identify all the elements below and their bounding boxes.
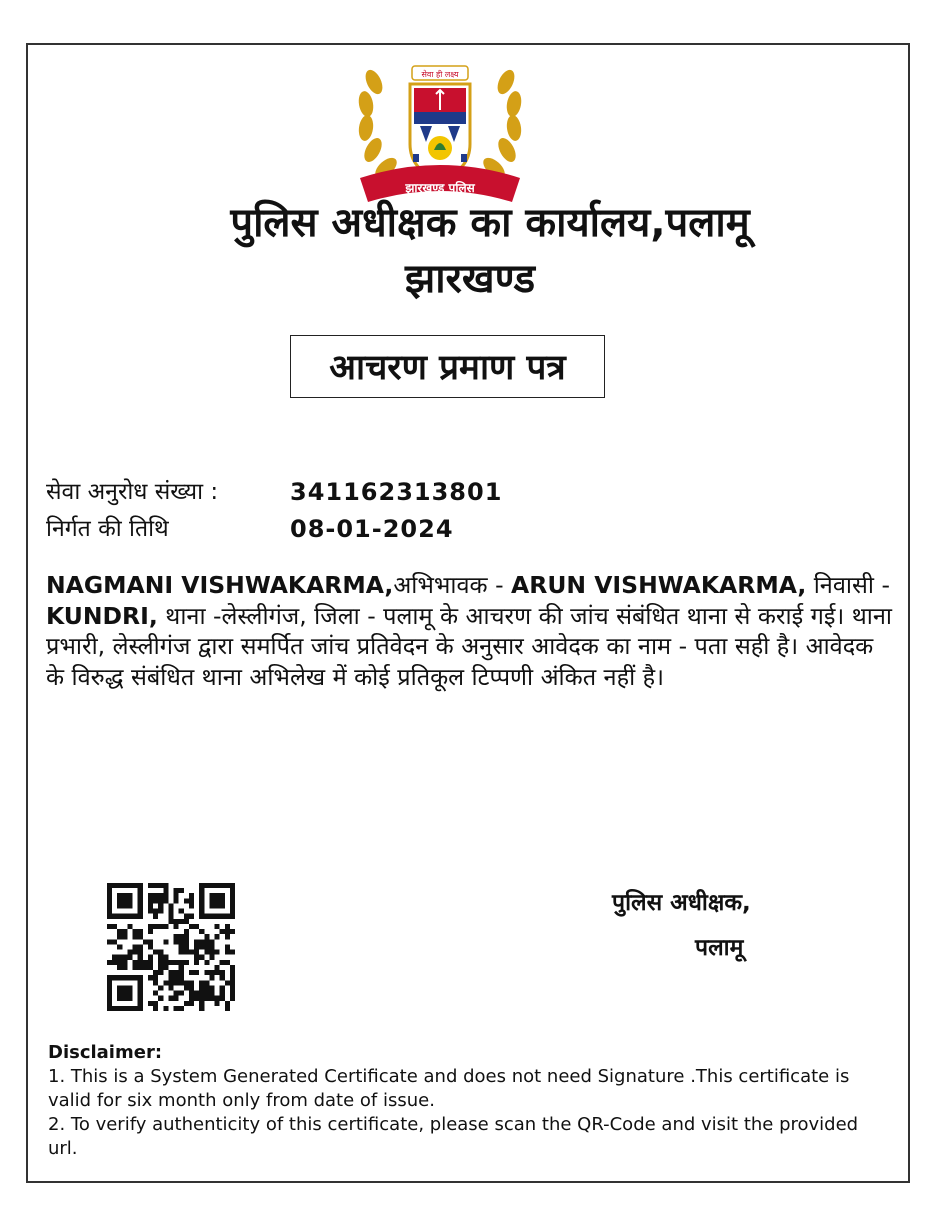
jharkhand-police-emblem (340, 52, 540, 214)
disclaimer (48, 1041, 888, 1161)
village-name: KUNDRI, (46, 601, 158, 630)
disclaimer-heading: Disclaimer: (48, 1042, 163, 1063)
emblem-motto: सेवा ही लक्ष्य (421, 70, 459, 79)
resident-label: निवासी - (806, 571, 890, 599)
guardian-label: अभिभावक - (393, 571, 512, 599)
disclaimer-line-2: 2. To verify authenticity of this certificate, please scan the QR-Code and visit the provided url. (48, 1114, 859, 1159)
request-number-value: 341162313801 (290, 478, 503, 506)
signatory-title: पुलिस अधीक्षक, (612, 890, 751, 916)
qr-code[interactable] (106, 883, 236, 1011)
guardian-name: ARUN VISHWAKARMA, (511, 571, 807, 599)
applicant-name: NAGMANI VISHWAKARMA, (46, 571, 394, 599)
emblem-banner: झारखण्ड पुलिस (405, 181, 475, 195)
issue-date-label: निर्गत की तिथि (46, 516, 169, 542)
signatory-place: पलामू (695, 935, 744, 961)
body-text: थाना -लेस्लीगंज, जिला - पलामू के आचरण की जांच संबंधित थाना से कराई गई। थाना प्रभारी, लेस्लीगंज द्वारा समर्पित जांच प्रतिवेदन के अनुसार आवेदक का नाम - पता सही है। आवेदक के विरुद्ध संबंधित थाना अभिलेख में कोई प्रतिकूल टिप्पणी अंकित नहीं है। (46, 601, 892, 691)
issue-date-value: 08-01-2024 (290, 515, 454, 543)
disclaimer-line-1: 1. This is a System Generated Certificate and does not need Signature .This certificate is valid for six month only from date of issue. (48, 1066, 850, 1111)
certificate-title: आचरण प्रमाण पत्र (290, 335, 605, 398)
certificate-body (46, 570, 896, 692)
office-title: पुलिस अधीक्षक का कार्यालय,पलामू (230, 200, 750, 246)
state-title: झारखण्ड (404, 256, 536, 302)
request-number-label: सेवा अनुरोध संख्या : (46, 479, 219, 505)
